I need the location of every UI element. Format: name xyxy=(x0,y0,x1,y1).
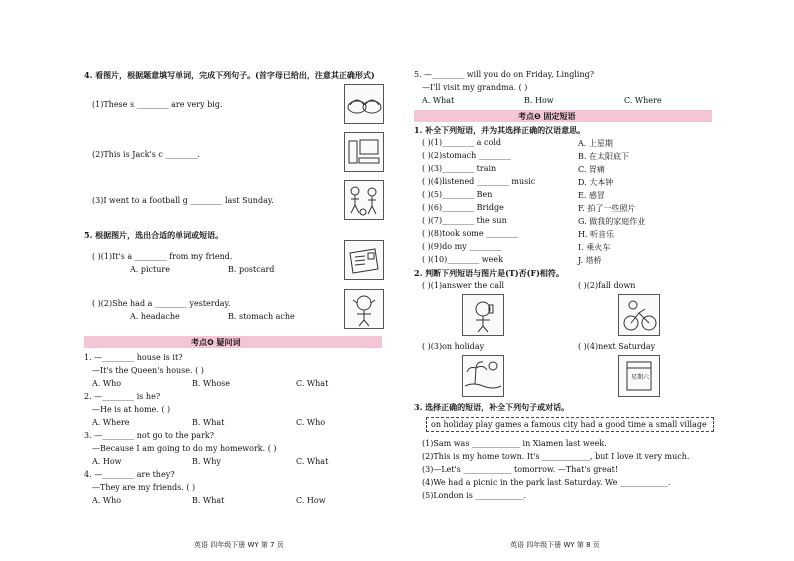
q5-item-1: ( )(1)It's a ________ from my friend. xyxy=(92,252,233,261)
q4-title: 4. 看图片，根据题意填写单词，完成下列句子。(首字母已给出，注意其正确形式) xyxy=(84,70,375,80)
tf-item-4: ( )(4)next Saturday xyxy=(578,342,656,351)
tf-item-2: ( )(2)fall down xyxy=(578,281,636,290)
match-left-7: ( )(7)________ the sun xyxy=(422,216,507,225)
mcq-1-option-a: A. Who xyxy=(92,379,122,388)
match-left-2: ( )(2)stomach ________ xyxy=(422,151,511,160)
q5-item-1-option-a: A. picture xyxy=(130,265,170,274)
section-5-bar xyxy=(414,110,712,122)
mcq-3-response: —Because I am going to do my homework. ( ) xyxy=(92,444,277,453)
r-q5-question: 5. —________ will you do on Friday, Lingling? xyxy=(414,70,594,79)
match-left-5: ( )(5)________ Ben xyxy=(422,190,493,199)
mcq-1-option-b: B. Whose xyxy=(192,379,230,388)
mcq-4-option-b: B. What xyxy=(192,496,225,505)
match-right-e: E. 感冒 xyxy=(578,191,605,200)
phone-call-picture xyxy=(462,294,504,336)
fill-4: (4)We had a picnic in the park last Saturday. We ____________. xyxy=(422,478,671,487)
r-q5-option-c: C. Where xyxy=(624,96,662,105)
q5-title: 5. 根据图片，选出合适的单词或短语。 xyxy=(84,230,224,240)
shoes-picture xyxy=(344,84,384,124)
postcard-picture xyxy=(344,240,384,280)
mcq-2-question: 2. —________ is he? xyxy=(84,392,161,401)
fill-title: 3. 选择正确的短语，补全下列句子或对话。 xyxy=(414,402,570,412)
match-left-3: ( )(3)________ train xyxy=(422,164,497,173)
calendar-picture xyxy=(618,355,660,397)
q4-item-3: (3)I went to a football g ________ last Sunday. xyxy=(92,196,274,205)
match-right-c: C. 胃痛 xyxy=(578,165,605,174)
fill-1: (1)Sam was ____________ in Xiamen last week. xyxy=(422,439,607,448)
tf-title: 2. 判断下列短语与图片是(T)否(F)相符。 xyxy=(414,268,564,278)
mcq-1-option-c: C. What xyxy=(296,379,329,388)
mcq-4-option-c: C. How xyxy=(296,496,326,505)
mcq-3-question: 3. —________ not go to the park? xyxy=(84,431,214,440)
match-right-g: G. 做我的家庭作业 xyxy=(578,217,646,226)
match-left-4: ( )(4)listened ________ music xyxy=(422,177,536,186)
q4-item-1: (1)These s ________ are very big. xyxy=(92,100,223,109)
mcq-4-response: —They are my friends. ( ) xyxy=(92,483,196,492)
q5-item-2-option-b: B. stomach ache xyxy=(228,312,295,321)
mcq-2-option-c: C. Who xyxy=(296,418,326,427)
r-q5-option-b: B. How xyxy=(524,96,554,105)
mcq-2-option-b: B. What xyxy=(192,418,225,427)
match-right-j: J. 塔桥 xyxy=(578,256,602,265)
section-5-title: 考点❺ 固定短语 xyxy=(518,112,576,121)
fill-2: (2)This is my home town. It's ____________, but I love it very much. xyxy=(422,452,690,461)
mcq-4-question: 4. —________ are they? xyxy=(84,470,175,479)
r-q5-option-a: A. What xyxy=(422,96,455,105)
r-q5-response: —I'll visit my grandma. ( ) xyxy=(422,83,528,92)
q5-item-2: ( )(2)She had a ________ yesterday. xyxy=(92,299,231,308)
match-left-8: ( )(8)took some ________ xyxy=(422,229,519,238)
q5-item-1-option-b: B. postcard xyxy=(228,265,275,274)
tf-item-3: ( )(3)on holiday xyxy=(422,342,485,351)
match-right-b: B. 在太阳底下 xyxy=(578,152,629,161)
tf-item-1: ( )(1)answer the call xyxy=(422,281,505,290)
fall-down-picture xyxy=(618,294,660,336)
left-footer: 英语 四年级下册 WY 第 7 页 xyxy=(194,541,284,549)
match-right-h: H. 听音乐 xyxy=(578,230,615,239)
section-4-bar xyxy=(84,336,382,348)
match-title: 1. 补全下列短语，并为其选择正确的汉语意思。 xyxy=(414,125,586,135)
calendar-word: 星期六 xyxy=(631,374,650,381)
mcq-3-option-a: A. How xyxy=(92,457,122,466)
mcq-2-response: —He is at home. ( ) xyxy=(92,405,171,414)
mcq-2-option-a: A. Where xyxy=(92,418,130,427)
fill-5: (5)London is ____________. xyxy=(422,491,526,500)
match-right-a: A. 上星期 xyxy=(578,139,613,148)
section-4-title: 考点❹ 疑问词 xyxy=(191,338,241,347)
q5-item-2-option-a: A. headache xyxy=(130,312,180,321)
match-left-1: ( )(1)________ a cold xyxy=(422,138,501,147)
headache-girl-picture xyxy=(344,289,384,329)
mcq-3-option-c: C. What xyxy=(296,457,329,466)
phrase-options: on holiday play games a famous city had a good time a small village xyxy=(431,420,707,429)
match-right-i: I. 乘火车 xyxy=(578,243,611,252)
computer-picture xyxy=(344,132,384,172)
holiday-beach-picture xyxy=(462,355,504,397)
match-left-9: ( )(9)do my ________ xyxy=(422,242,502,251)
phrase-box xyxy=(426,417,714,432)
fill-3: (3)—Let's ____________ tomorrow. —That's great! xyxy=(422,465,619,474)
match-right-d: D. 大本钟 xyxy=(578,178,614,187)
mcq-1-response: —It's the Queen's house. ( ) xyxy=(92,366,204,375)
mcq-3-option-b: B. Why xyxy=(192,457,221,466)
mcq-1-question: 1. —________ house is it? xyxy=(84,353,183,362)
match-right-f: F. 拍了一些照片 xyxy=(578,204,636,213)
match-left-6: ( )(6)________ Bridge xyxy=(422,203,504,212)
match-left-10: ( )(10)________ week xyxy=(422,255,503,264)
football-game-picture xyxy=(344,180,384,220)
q4-item-2: (2)This is Jack's c ________. xyxy=(92,150,200,159)
mcq-4-option-a: A. Who xyxy=(92,496,122,505)
right-footer: 英语 四年级下册 WY 第 8 页 xyxy=(510,541,600,549)
